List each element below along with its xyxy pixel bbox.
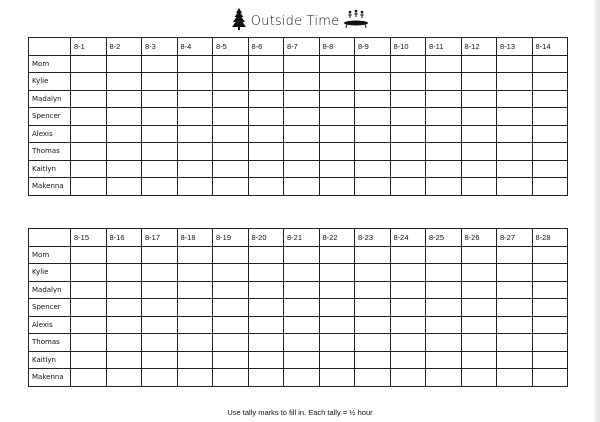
person-name: Kaitlyn	[29, 160, 71, 178]
tally-cell[interactable]	[390, 351, 426, 369]
tally-cell[interactable]	[213, 143, 249, 161]
tally-table-1	[28, 37, 568, 196]
corner-cell	[29, 229, 71, 247]
tally-cell[interactable]	[532, 351, 568, 369]
tally-cell[interactable]	[284, 178, 320, 196]
tally-cell[interactable]	[319, 90, 355, 108]
person-row	[29, 143, 568, 161]
tally-cell[interactable]	[177, 264, 213, 282]
tally-cell[interactable]	[142, 178, 178, 196]
date-header: 8-12	[461, 38, 497, 56]
tally-cell[interactable]	[319, 316, 355, 334]
tally-cell[interactable]	[319, 55, 355, 73]
tally-cell[interactable]	[284, 281, 320, 299]
date-header: 8-14	[532, 38, 568, 56]
person-name: Alexis	[29, 125, 71, 143]
tally-cell[interactable]	[177, 369, 213, 387]
date-header: 8-8	[319, 38, 355, 56]
tally-cell[interactable]	[284, 55, 320, 73]
person-row	[29, 125, 568, 143]
tally-cell[interactable]	[177, 90, 213, 108]
tally-cell[interactable]	[284, 351, 320, 369]
tally-cell[interactable]	[532, 90, 568, 108]
date-header: 8-21	[284, 229, 320, 247]
tally-cell[interactable]	[319, 143, 355, 161]
tally-cell[interactable]	[461, 143, 497, 161]
tally-cell[interactable]	[319, 281, 355, 299]
date-header: 8-27	[497, 229, 533, 247]
tally-cell[interactable]	[497, 369, 533, 387]
person-row	[29, 281, 568, 299]
tally-cell[interactable]	[248, 160, 284, 178]
tally-cell[interactable]	[106, 316, 142, 334]
tally-cell[interactable]	[71, 55, 107, 73]
tally-cell[interactable]	[248, 369, 284, 387]
trampoline-icon	[343, 9, 369, 34]
date-header: 8-26	[461, 229, 497, 247]
person-name: Mom	[29, 55, 71, 73]
tally-cell[interactable]	[71, 143, 107, 161]
tally-cell[interactable]	[355, 264, 391, 282]
tally-cell[interactable]	[532, 160, 568, 178]
date-header: 8-6	[248, 38, 284, 56]
tally-cell[interactable]	[390, 160, 426, 178]
tally-cell[interactable]	[142, 334, 178, 352]
tally-cell[interactable]	[106, 334, 142, 352]
tally-cell[interactable]	[355, 90, 391, 108]
person-name: Alexis	[29, 316, 71, 334]
tally-cell[interactable]	[213, 264, 249, 282]
tally-cell[interactable]	[142, 90, 178, 108]
person-row	[29, 299, 568, 317]
tally-cell[interactable]	[142, 55, 178, 73]
tally-cell[interactable]	[461, 160, 497, 178]
tally-cell[interactable]	[497, 334, 533, 352]
date-header: 8-16	[106, 229, 142, 247]
person-row	[29, 55, 568, 73]
tally-cell[interactable]	[248, 55, 284, 73]
tally-cell[interactable]	[213, 316, 249, 334]
tally-cell[interactable]	[106, 246, 142, 264]
person-name: Kylie	[29, 264, 71, 282]
tally-cell[interactable]	[213, 55, 249, 73]
tally-cell[interactable]	[355, 246, 391, 264]
tally-cell[interactable]	[213, 351, 249, 369]
tally-cell[interactable]	[461, 351, 497, 369]
tally-cell[interactable]	[390, 299, 426, 317]
tally-cell[interactable]	[248, 143, 284, 161]
tally-cell[interactable]	[106, 281, 142, 299]
tally-cell[interactable]	[497, 90, 533, 108]
tally-cell[interactable]	[532, 281, 568, 299]
tally-cell[interactable]	[248, 90, 284, 108]
tally-cell[interactable]	[71, 160, 107, 178]
date-header: 8-24	[390, 229, 426, 247]
tally-cell[interactable]	[284, 125, 320, 143]
tally-cell[interactable]	[319, 125, 355, 143]
tally-cell[interactable]	[284, 299, 320, 317]
date-header: 8-10	[390, 38, 426, 56]
tally-cell[interactable]	[106, 178, 142, 196]
date-header: 8-28	[532, 229, 568, 247]
tally-cell[interactable]	[426, 108, 462, 126]
tally-cell[interactable]	[355, 299, 391, 317]
tally-cell[interactable]	[532, 73, 568, 91]
tally-cell[interactable]	[248, 264, 284, 282]
tally-cell[interactable]	[106, 143, 142, 161]
tally-cell[interactable]	[355, 160, 391, 178]
tally-cell[interactable]	[142, 369, 178, 387]
tally-cell[interactable]	[177, 178, 213, 196]
tally-cell[interactable]	[497, 246, 533, 264]
instructions-note: Use tally marks to fill in. Each tally = ½ hour	[227, 408, 373, 417]
tally-cell[interactable]	[390, 108, 426, 126]
tally-cell[interactable]	[532, 369, 568, 387]
tally-cell[interactable]	[71, 73, 107, 91]
date-header: 8-9	[355, 38, 391, 56]
tally-cell[interactable]	[461, 299, 497, 317]
tally-cell[interactable]	[532, 299, 568, 317]
tally-cell[interactable]	[213, 178, 249, 196]
tally-cell[interactable]	[319, 334, 355, 352]
person-name: Thomas	[29, 334, 71, 352]
tally-cell[interactable]	[426, 316, 462, 334]
tally-cell[interactable]	[461, 316, 497, 334]
tally-cell[interactable]	[461, 108, 497, 126]
tally-cell[interactable]	[177, 281, 213, 299]
tally-cell[interactable]	[426, 143, 462, 161]
tally-cell[interactable]	[390, 178, 426, 196]
tally-cell[interactable]	[284, 246, 320, 264]
tally-cell[interactable]	[461, 55, 497, 73]
person-name: Thomas	[29, 143, 71, 161]
tally-cell[interactable]	[426, 178, 462, 196]
tally-cell[interactable]	[532, 108, 568, 126]
tally-cell[interactable]	[461, 281, 497, 299]
tally-cell[interactable]	[461, 369, 497, 387]
tally-cell[interactable]	[319, 351, 355, 369]
tally-cell[interactable]	[390, 55, 426, 73]
tally-cell[interactable]	[177, 125, 213, 143]
tally-cell[interactable]	[355, 125, 391, 143]
tally-cell[interactable]	[142, 160, 178, 178]
tally-cell[interactable]	[426, 281, 462, 299]
tally-cell[interactable]	[532, 316, 568, 334]
tally-cell[interactable]	[177, 108, 213, 126]
tally-cell[interactable]	[461, 73, 497, 91]
person-row	[29, 334, 568, 352]
person-row	[29, 108, 568, 126]
tally-cell[interactable]	[319, 160, 355, 178]
tally-cell[interactable]	[71, 316, 107, 334]
tally-cell[interactable]	[284, 90, 320, 108]
tally-cell[interactable]	[71, 334, 107, 352]
tally-cell[interactable]	[390, 369, 426, 387]
tally-cell[interactable]	[177, 351, 213, 369]
tally-cell[interactable]	[497, 143, 533, 161]
tally-cell[interactable]	[142, 108, 178, 126]
tally-cell[interactable]	[319, 178, 355, 196]
person-name: Makenna	[29, 178, 71, 196]
tally-cell[interactable]	[142, 264, 178, 282]
pine-tree-icon	[231, 8, 247, 35]
tally-cell[interactable]	[426, 299, 462, 317]
date-header: 8-3	[142, 38, 178, 56]
tally-cell[interactable]	[355, 55, 391, 73]
tally-cell[interactable]	[106, 55, 142, 73]
tally-cell[interactable]	[213, 281, 249, 299]
tally-cell[interactable]	[390, 90, 426, 108]
tally-cell[interactable]	[461, 90, 497, 108]
person-row	[29, 246, 568, 264]
tally-cell[interactable]	[426, 369, 462, 387]
tally-cell[interactable]	[426, 73, 462, 91]
date-header: 8-4	[177, 38, 213, 56]
tally-cell[interactable]	[390, 73, 426, 91]
tally-cell[interactable]	[426, 90, 462, 108]
tally-cell[interactable]	[248, 334, 284, 352]
tally-cell[interactable]	[177, 334, 213, 352]
tally-cell[interactable]	[213, 369, 249, 387]
tally-cell[interactable]	[248, 178, 284, 196]
tally-cell[interactable]	[390, 143, 426, 161]
person-row	[29, 90, 568, 108]
tally-cell[interactable]	[355, 73, 391, 91]
person-name: Spencer	[29, 299, 71, 317]
tally-cell[interactable]	[284, 316, 320, 334]
tally-cell[interactable]	[390, 246, 426, 264]
tally-cell[interactable]	[497, 178, 533, 196]
tally-cell[interactable]	[177, 73, 213, 91]
person-row	[29, 369, 568, 387]
tally-cell[interactable]	[355, 316, 391, 334]
tally-cell[interactable]	[497, 299, 533, 317]
tally-cell[interactable]	[390, 264, 426, 282]
tally-cell[interactable]	[248, 125, 284, 143]
date-header: 8-23	[355, 229, 391, 247]
person-row	[29, 264, 568, 282]
tally-table-2	[28, 228, 568, 387]
tally-cell[interactable]	[319, 108, 355, 126]
tally-cell[interactable]	[71, 125, 107, 143]
date-header: 8-22	[319, 229, 355, 247]
tally-cell[interactable]	[248, 281, 284, 299]
tally-cell[interactable]	[497, 316, 533, 334]
tally-cell[interactable]	[284, 108, 320, 126]
tally-cell[interactable]	[106, 125, 142, 143]
tally-cell[interactable]	[319, 264, 355, 282]
tally-cell[interactable]	[426, 55, 462, 73]
tally-cell[interactable]	[355, 143, 391, 161]
tally-cell[interactable]	[532, 334, 568, 352]
tally-cell[interactable]	[284, 73, 320, 91]
tally-cell[interactable]	[426, 125, 462, 143]
tally-cell[interactable]	[426, 351, 462, 369]
tally-cell[interactable]	[284, 143, 320, 161]
tally-cell[interactable]	[284, 264, 320, 282]
date-header: 8-17	[142, 229, 178, 247]
tally-cell[interactable]	[355, 108, 391, 126]
tally-cell[interactable]	[106, 90, 142, 108]
tally-cell[interactable]	[248, 108, 284, 126]
tally-cell[interactable]	[497, 281, 533, 299]
tally-cell[interactable]	[71, 299, 107, 317]
tally-cell[interactable]	[319, 73, 355, 91]
tally-cell[interactable]	[213, 334, 249, 352]
tally-cell[interactable]	[355, 178, 391, 196]
tally-cell[interactable]	[497, 73, 533, 91]
tally-cell[interactable]	[177, 160, 213, 178]
tally-cell[interactable]	[71, 108, 107, 126]
tally-cell[interactable]	[71, 264, 107, 282]
tally-cell[interactable]	[71, 178, 107, 196]
tally-cell[interactable]	[213, 90, 249, 108]
tally-cell[interactable]	[532, 143, 568, 161]
tally-cell[interactable]	[497, 160, 533, 178]
tally-cell[interactable]	[213, 299, 249, 317]
date-header-row	[29, 38, 568, 56]
tally-cell[interactable]	[319, 299, 355, 317]
person-name: Spencer	[29, 108, 71, 126]
tally-cell[interactable]	[142, 143, 178, 161]
tally-cell[interactable]	[71, 246, 107, 264]
tally-cell[interactable]	[248, 351, 284, 369]
tally-cell[interactable]	[213, 125, 249, 143]
person-row	[29, 73, 568, 91]
tally-cell[interactable]	[461, 264, 497, 282]
tally-cell[interactable]	[532, 125, 568, 143]
person-name: Madalyn	[29, 281, 71, 299]
tally-cell[interactable]	[284, 334, 320, 352]
tally-cell[interactable]	[71, 369, 107, 387]
tally-cell[interactable]	[284, 160, 320, 178]
tally-cell[interactable]	[390, 125, 426, 143]
tally-cell[interactable]	[142, 73, 178, 91]
date-header: 8-2	[106, 38, 142, 56]
person-row	[29, 351, 568, 369]
tally-cell[interactable]	[106, 351, 142, 369]
tally-cell[interactable]	[106, 264, 142, 282]
tally-cell[interactable]	[248, 316, 284, 334]
tally-cell[interactable]	[177, 55, 213, 73]
tally-cell[interactable]	[390, 334, 426, 352]
tally-cell[interactable]	[248, 246, 284, 264]
person-row	[29, 178, 568, 196]
tally-cell[interactable]	[106, 108, 142, 126]
person-name: Madalyn	[29, 90, 71, 108]
tally-cell[interactable]	[142, 246, 178, 264]
tally-cell[interactable]	[355, 334, 391, 352]
tally-cell[interactable]	[106, 160, 142, 178]
tally-cell[interactable]	[461, 178, 497, 196]
date-header: 8-1	[71, 38, 107, 56]
header	[0, 8, 600, 34]
tally-cell[interactable]	[142, 351, 178, 369]
date-header: 8-18	[177, 229, 213, 247]
tally-cell[interactable]	[532, 55, 568, 73]
tally-cell[interactable]	[532, 264, 568, 282]
tally-cell[interactable]	[177, 299, 213, 317]
tally-cell[interactable]	[319, 369, 355, 387]
person-row	[29, 316, 568, 334]
tally-cell[interactable]	[106, 369, 142, 387]
tally-cell[interactable]	[355, 281, 391, 299]
tally-cell[interactable]	[355, 369, 391, 387]
tally-cell[interactable]	[213, 246, 249, 264]
tally-cell[interactable]	[248, 73, 284, 91]
tally-cell[interactable]	[461, 125, 497, 143]
date-header: 8-19	[213, 229, 249, 247]
page-edge	[594, 0, 600, 422]
tally-cell[interactable]	[71, 90, 107, 108]
tally-cell[interactable]	[177, 143, 213, 161]
tally-cell[interactable]	[532, 246, 568, 264]
tally-cell[interactable]	[461, 246, 497, 264]
person-name: Makenna	[29, 369, 71, 387]
tally-cell[interactable]	[142, 281, 178, 299]
tally-cell[interactable]	[213, 73, 249, 91]
tally-cell[interactable]	[142, 299, 178, 317]
tally-cell[interactable]	[532, 178, 568, 196]
tally-cell[interactable]	[497, 125, 533, 143]
tally-cell[interactable]	[426, 160, 462, 178]
page-title: Outside Time	[250, 13, 340, 29]
tally-cell[interactable]	[319, 246, 355, 264]
date-header: 8-25	[426, 229, 462, 247]
date-header: 8-7	[284, 38, 320, 56]
tally-cell[interactable]	[497, 264, 533, 282]
corner-cell	[29, 38, 71, 56]
tally-cell[interactable]	[142, 125, 178, 143]
tally-cell[interactable]	[142, 316, 178, 334]
tally-cell[interactable]	[177, 246, 213, 264]
tally-cell[interactable]	[461, 334, 497, 352]
person-name: Kaitlyn	[29, 351, 71, 369]
person-name: Kylie	[29, 73, 71, 91]
date-header: 8-13	[497, 38, 533, 56]
tally-cell[interactable]	[177, 316, 213, 334]
tally-cell[interactable]	[213, 108, 249, 126]
tally-cell[interactable]	[426, 264, 462, 282]
tally-cell[interactable]	[355, 351, 391, 369]
date-header: 8-20	[248, 229, 284, 247]
tally-cell[interactable]	[426, 334, 462, 352]
date-header: 8-15	[71, 229, 107, 247]
tally-cell[interactable]	[390, 316, 426, 334]
person-name: Mom	[29, 246, 71, 264]
tally-cell[interactable]	[497, 108, 533, 126]
tally-cell[interactable]	[248, 299, 284, 317]
tally-cell[interactable]	[71, 281, 107, 299]
tally-cell[interactable]	[426, 246, 462, 264]
tally-cell[interactable]	[106, 73, 142, 91]
date-header: 8-11	[426, 38, 462, 56]
tally-cell[interactable]	[213, 160, 249, 178]
tally-cell[interactable]	[71, 351, 107, 369]
person-row	[29, 160, 568, 178]
tally-cell[interactable]	[106, 299, 142, 317]
tally-cell[interactable]	[497, 351, 533, 369]
tally-cell[interactable]	[284, 369, 320, 387]
date-header: 8-5	[213, 38, 249, 56]
tally-cell[interactable]	[497, 55, 533, 73]
tally-cell[interactable]	[390, 281, 426, 299]
date-header-row	[29, 229, 568, 247]
